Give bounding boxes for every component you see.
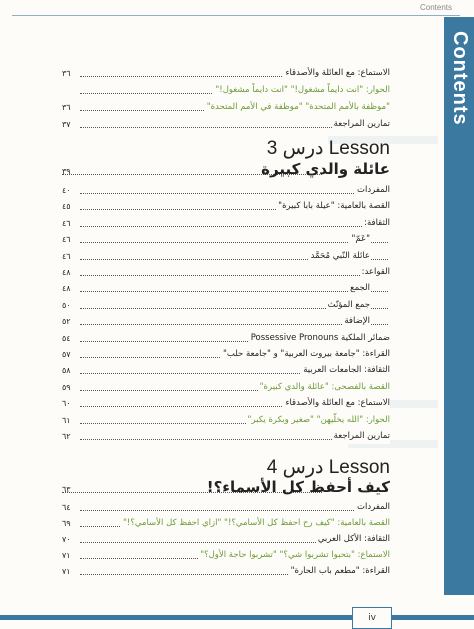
toc-entry-title: الإضافة bbox=[342, 314, 370, 329]
toc-entry-title: الجمع bbox=[348, 281, 370, 296]
toc-entry-page: ٥٠ bbox=[62, 298, 73, 313]
toc-entry-page: ٣٦ bbox=[62, 66, 73, 81]
toc-entry bbox=[62, 232, 390, 247]
toc-entry-title: الاستماع: مع العائلة والأصدقاء bbox=[283, 396, 390, 411]
dot-leader bbox=[80, 193, 388, 194]
lesson-3-title: درس 3 Lesson bbox=[266, 138, 390, 159]
dot-leader bbox=[80, 291, 388, 292]
toc-entry bbox=[62, 548, 390, 563]
toc-entry bbox=[62, 314, 390, 329]
toc-entry bbox=[62, 183, 390, 198]
toc-entry-page: ٥٤ bbox=[62, 331, 73, 346]
toc-entry bbox=[62, 216, 390, 231]
lesson-4-subtitle-page: ٦٣ bbox=[62, 485, 71, 494]
toc-entry-page: ٥٩ bbox=[62, 380, 73, 395]
toc-entry bbox=[62, 413, 390, 428]
toc-entry bbox=[62, 66, 390, 81]
toc-entry bbox=[62, 83, 390, 98]
toc-entry bbox=[62, 429, 390, 444]
side-tab bbox=[444, 17, 474, 595]
toc-entry-page: ٦٠ bbox=[62, 396, 73, 411]
toc-entry-page: ٦٩ bbox=[62, 516, 73, 531]
lesson-3-subtitle: عائلة والدي كبيرة bbox=[261, 160, 390, 178]
toc-entry-page: ٤٦ bbox=[62, 216, 73, 231]
toc-entry-title: القراءة: "مطعم باب الحارة" bbox=[289, 564, 390, 579]
header-rule bbox=[12, 15, 460, 16]
toc-entry bbox=[62, 117, 390, 132]
toc-entry-title: ضمائر الملكية Possessive Pronouns bbox=[249, 331, 390, 346]
toc-entry-page: ٧١ bbox=[62, 564, 73, 579]
page-header bbox=[0, 0, 474, 17]
toc-entry-page bbox=[62, 83, 64, 98]
toc-entry bbox=[62, 199, 390, 214]
toc-entry-title: تمارين المراجعة bbox=[332, 429, 390, 444]
header-label: Contents bbox=[419, 3, 452, 12]
toc-entry bbox=[62, 380, 390, 395]
toc-entry-title: "عَمّ" bbox=[349, 232, 370, 247]
toc-entry-page: ٦٤ bbox=[62, 500, 73, 515]
dot-leader bbox=[80, 510, 388, 511]
toc-entry bbox=[62, 249, 390, 264]
toc-entry-title: الثقافة: الأكل العربي bbox=[316, 532, 390, 547]
page-number: iv bbox=[352, 607, 392, 629]
footer-band bbox=[0, 607, 474, 629]
toc-entry-title: القصة بالعامية: "كيف رح احفظ كل الأسامي؟!" "ازاي احفظ كل الأسامي؟!" bbox=[121, 516, 390, 531]
dot-leader bbox=[80, 275, 388, 276]
toc-entry bbox=[62, 363, 390, 378]
toc-entry bbox=[62, 265, 390, 280]
toc-entry-page: ٥٢ bbox=[62, 314, 73, 329]
toc-entry-page: ٤٦ bbox=[62, 232, 73, 247]
toc-entry-title: المفردات bbox=[355, 183, 390, 198]
lesson-3-subtitle-page: ٣٩ bbox=[62, 167, 71, 176]
toc-entry bbox=[62, 532, 390, 547]
toc-entry-page: ٤٥ bbox=[62, 199, 73, 214]
toc-entry bbox=[62, 564, 390, 579]
toc-entry-page: ٦١ bbox=[62, 413, 73, 428]
toc-entry-title: الاستماع: "بتحبوا تشربوا شي؟" "تشربوا حاجة الأول؟" bbox=[198, 548, 390, 563]
toc-entry-page: ٤٠ bbox=[62, 183, 73, 198]
toc-entry-title: الثقافة: bbox=[362, 216, 390, 231]
toc-entry-page: ٥٨ bbox=[62, 363, 73, 378]
toc-entry-page: ٣٦ bbox=[62, 100, 73, 115]
toc-entry bbox=[62, 100, 390, 115]
lesson-4-title: درس 4 Lesson bbox=[266, 457, 390, 478]
toc-entry-page: ٧١ bbox=[62, 548, 73, 563]
toc-entry bbox=[62, 281, 390, 296]
side-tab-title: Contents bbox=[449, 31, 471, 126]
toc-entry-page: ٦٢ bbox=[62, 429, 73, 444]
toc-entry bbox=[62, 500, 390, 515]
toc-entry-title: "موظفة بالأمم المتحدة" "موظفة في الأمم المتحدة" bbox=[205, 100, 390, 115]
toc-entry-title: القواعد: bbox=[360, 265, 390, 280]
toc-entry-page: ٧٠ bbox=[62, 532, 73, 547]
toc-entry-page: ٤٦ bbox=[62, 249, 73, 264]
toc-entry bbox=[62, 347, 390, 362]
toc-entry-title: القصة بالفصحى: "عائلة والدي كبيرة" bbox=[258, 380, 390, 395]
toc-entry-page: ٤٨ bbox=[62, 281, 73, 296]
dot-leader bbox=[80, 226, 388, 227]
toc-entry-title: جمع المؤنّث bbox=[326, 298, 370, 313]
dot-leader bbox=[80, 242, 388, 243]
toc-entry-title: الحوار: "انت دايماً مشغول!" "انت دايماً مشغول!" bbox=[213, 83, 390, 98]
toc-entry-title: الاستماع: مع العائلة والأصدقاء bbox=[283, 66, 390, 81]
toc-entry bbox=[62, 331, 390, 346]
toc-entry-page: ٤٨ bbox=[62, 265, 73, 280]
toc-entry-page: ٥٧ bbox=[62, 347, 73, 362]
toc-entry-title: المفردات bbox=[355, 500, 390, 515]
toc-entry-title: تمارين المراجعة bbox=[332, 117, 390, 132]
toc-entry-title: الثقافة: الجامعات العربية bbox=[301, 363, 390, 378]
toc-entry bbox=[62, 396, 390, 411]
toc-entry bbox=[62, 516, 390, 531]
toc-entry-title: عائلة النّبي مُحَمَّد bbox=[309, 249, 370, 264]
footer-bar bbox=[0, 615, 474, 620]
toc-entry-title: القصة بالعامية: "عيلة بابا كبيرة" bbox=[276, 199, 390, 214]
lesson-4-subtitle: كيف أحفظ كل الأسماء؟! bbox=[206, 478, 390, 496]
toc-entry bbox=[62, 298, 390, 313]
toc-entry-page: ٣٧ bbox=[62, 117, 73, 132]
toc-entry-title: القراءة: "جامعة بيروت العربية" و "جامعة حلب" bbox=[221, 347, 390, 362]
toc-entry-title: الحوار: "الله يخلّيهن" "صغير وبكرة يكبر" bbox=[246, 413, 390, 428]
